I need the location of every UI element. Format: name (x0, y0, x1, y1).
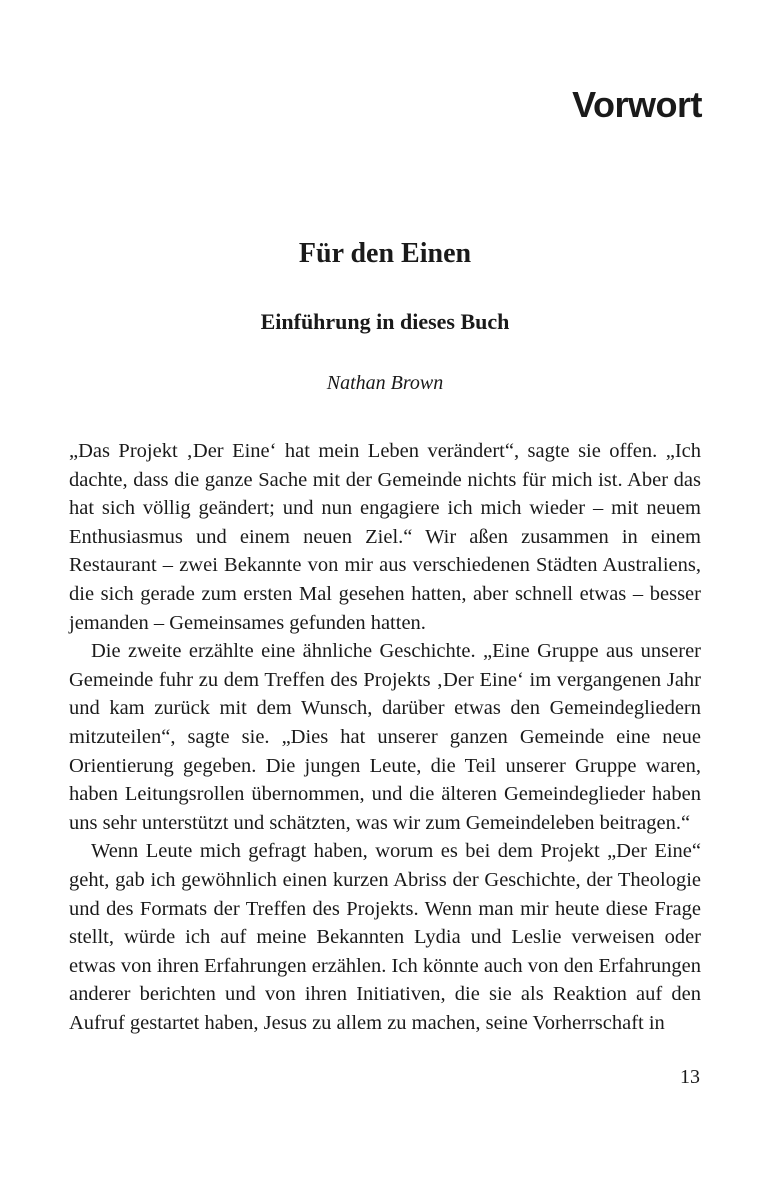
page-number: 13 (680, 1066, 700, 1088)
section-title: Für den Einen (298, 238, 472, 269)
paragraph-2: Die zweite erzählte eine ähnliche Geschichte. „Eine Gruppe aus unserer Gemeinde fuhr zu dem Treffen des Projekts ‚Der Eine‘ im vergangenen Jahr und kam zurück mit dem Wunsch, darüber etwas den Gemeindegliedern mitzuteilen“, sagte sie. „Dies hat unserer ganzen Gemeinde eine neue Orientierung gegeben. Die jungen Leute, die Teil unserer Gruppe waren, haben Leitungsrollen übernommen, und die älteren Gemeindeglieder haben uns sehr unterstützt und schätzten, was wir zum Gemeindeleben beitragen.“ (69, 640, 701, 834)
section-subtitle: Einführung in dieses Buch (260, 309, 510, 334)
body-text (69, 437, 701, 1037)
chapter-label: Vorwort (572, 84, 702, 125)
paragraph-3: Wenn Leute mich gefragt haben, worum es bei dem Projekt „Der Eine“ geht, gab ich gewöhnlich einen kurzen Abriss der Geschichte, der Theologie und des Formats der Treffen des Projekts. Wenn man mir heute diese Frage stellt, würde ich auf meine Bekannten Lydia und Leslie verweisen oder etwas von ihren Erfahrungen erzählen. Ich könnte auch von den Erfahrungen anderer berichten und von ihren Initiativen, die sie als Reaktion auf den Aufruf gestartet haben, Jesus zu allem zu machen, seine Vorherrschaft in (69, 840, 701, 1034)
paragraph-1: „Das Projekt ‚Der Eine‘ hat mein Leben verändert“, sagte sie offen. „Ich dachte, dass die ganze Sache mit der Gemeinde nichts für mich ist. Aber das hat sich völlig geändert; und nun engagiere ich mich wieder – mit neuem Enthusiasmus und einem neuen Ziel.“ Wir aßen zusammen in einem Restaurant – zwei Bekannte von mir aus verschiedenen Städten Australiens, die sich gerade zum ersten Mal gesehen hatten, aber schnell etwas – besser jemanden – Gemeinsames gefunden hatten. (69, 440, 701, 634)
author-name: Nathan Brown (326, 372, 444, 394)
